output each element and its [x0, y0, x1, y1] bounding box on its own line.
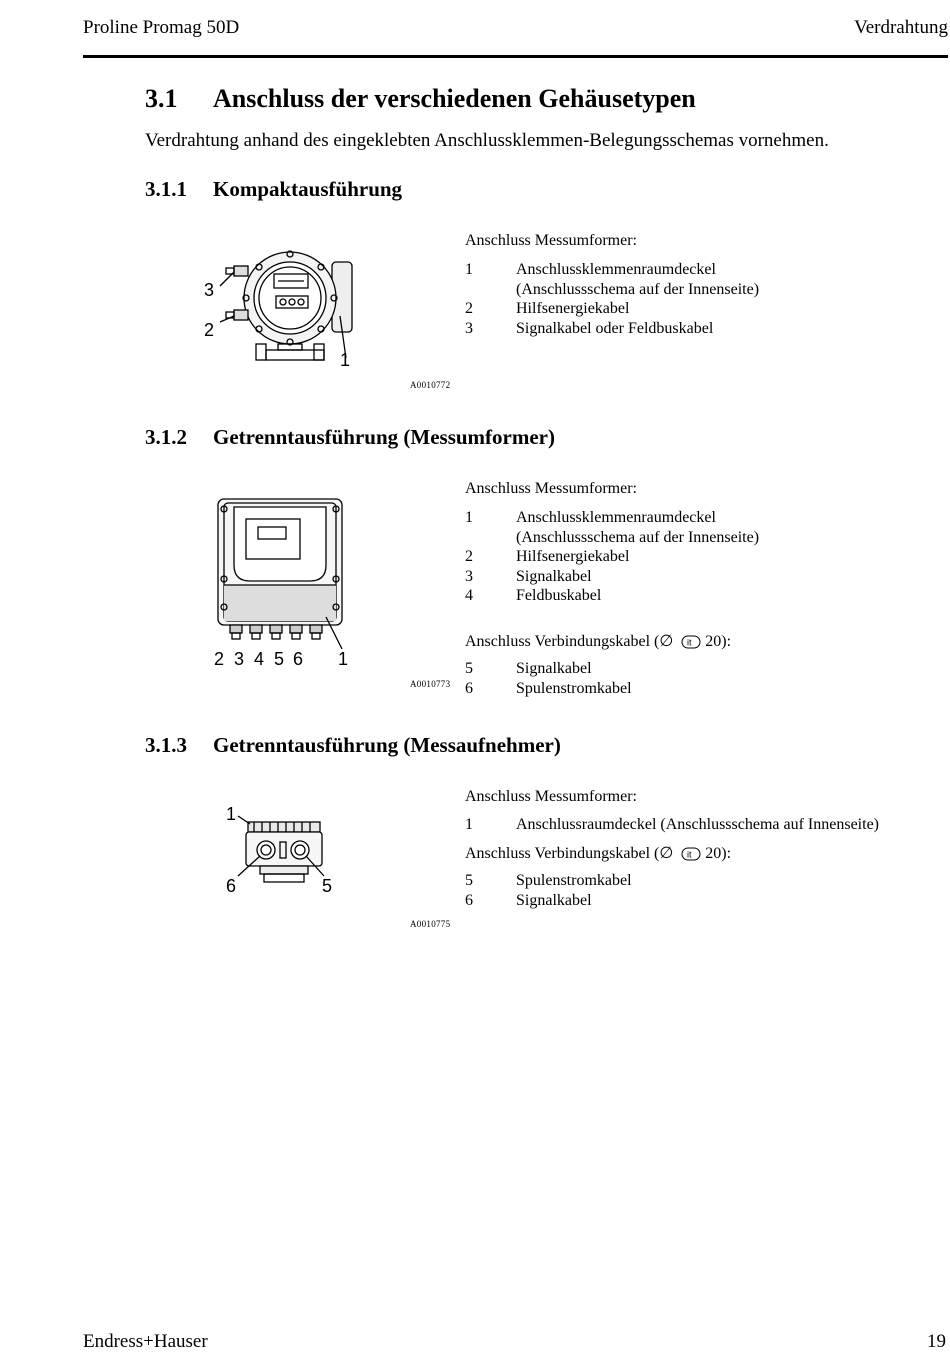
subsection-title: Kompaktausführung	[213, 177, 403, 201]
section-heading	[145, 84, 696, 114]
compact-housing-figure	[190, 240, 390, 380]
callout-3: 3	[204, 280, 215, 300]
section-title: Anschluss der verschiedenen Gehäusetypen	[213, 84, 696, 113]
legend-text: Signalkabel	[516, 660, 592, 677]
callout-1: 1	[226, 804, 237, 824]
subsection-number: 3.1.1	[145, 177, 187, 201]
legend-list	[465, 508, 905, 608]
subsection-title: Getrenntausführung (Messumformer)	[213, 425, 555, 449]
page-reference-icon	[681, 847, 701, 861]
page-number: 19	[927, 1331, 946, 1352]
callout-1: 1	[340, 350, 351, 370]
running-header-title: Proline Promag 50D	[83, 17, 240, 38]
legend-text: Signalkabel	[516, 891, 592, 909]
legend-text: Hilfsenergiekabel	[516, 300, 630, 317]
sensor-housing-figure	[220, 800, 350, 900]
section-number: 3.1	[145, 84, 178, 113]
legend-text: Hilfsenergiekabel	[516, 548, 630, 565]
legend-number: 4	[465, 587, 473, 604]
callout-2: 2	[204, 320, 215, 340]
callout-4: 4	[254, 649, 265, 669]
legend-text: (Anschlussschema auf der Innenseite)	[516, 528, 760, 546]
diameter-symbol: ∅	[659, 633, 674, 650]
subsection-title: Getrenntausführung (Messaufnehmer)	[213, 733, 561, 757]
callout-3: 3	[234, 649, 245, 669]
subsection-heading-remote-sensor	[145, 733, 561, 758]
callout-2: 2	[214, 649, 225, 669]
legend-number: 1	[465, 509, 473, 526]
footer-brand: Endress+Hauser	[83, 1331, 208, 1352]
running-header-chapter: Verdrahtung	[854, 17, 948, 38]
legend-number: 5	[465, 872, 473, 889]
callout-6: 6	[293, 649, 304, 669]
subsection-number: 3.1.2	[145, 425, 187, 449]
legend-caption-cable	[465, 631, 731, 651]
intro-text: Verdrahtung anhand des eingeklebten Anschlussklemmen-Belegungsschemas vornehmen.	[145, 130, 829, 151]
legend-number: 2	[465, 548, 473, 565]
subsection-heading-compact	[145, 177, 402, 202]
legend-text: Signalkabel	[516, 567, 592, 585]
legend-text: Feldbuskabel	[516, 587, 602, 604]
caption-text: 20):	[705, 633, 732, 650]
callout-5: 5	[274, 649, 285, 669]
figure-code: A0010772	[410, 380, 451, 390]
caption-text: Anschluss Verbindungskabel (	[465, 845, 660, 862]
callout-1: 1	[338, 649, 349, 669]
callout-5: 5	[322, 876, 333, 896]
legend-number: 1	[465, 261, 473, 278]
legend-text: Anschlussraumdeckel (Anschlussschema auf Innenseite)	[516, 816, 879, 833]
figure-code: A0010773	[410, 679, 451, 689]
legend-text: Spulenstromkabel	[516, 872, 632, 889]
legend-list-cable	[465, 659, 905, 699]
figure-code: A0010775	[410, 919, 451, 929]
caption-text: Anschluss Verbindungskabel (	[465, 633, 660, 650]
legend-number: 3	[465, 567, 473, 585]
caption-text: 20):	[705, 845, 732, 862]
legend-number: 1	[465, 816, 473, 833]
legend-number: 5	[465, 660, 473, 677]
legend-list	[465, 260, 905, 340]
legend-text: Anschlussklemmenraumdeckel	[516, 509, 716, 526]
legend-number: 6	[465, 891, 473, 909]
legend-caption: Anschluss Messumformer:	[465, 788, 637, 805]
callout-6: 6	[226, 876, 237, 896]
header-rule	[83, 55, 948, 58]
page-reference-icon	[681, 635, 701, 649]
legend-text: Signalkabel oder Feldbuskabel	[516, 319, 714, 337]
legend-number: 6	[465, 679, 473, 697]
legend-text: (Anschlussschema auf der Innenseite)	[516, 280, 760, 298]
svg-text:it: it	[687, 637, 692, 648]
diameter-symbol: ∅	[659, 845, 674, 862]
legend-text: Spulenstromkabel	[516, 679, 632, 697]
legend-list	[465, 815, 905, 835]
subsection-number: 3.1.3	[145, 733, 187, 757]
legend-number: 2	[465, 300, 473, 317]
legend-list-cable	[465, 871, 905, 911]
legend-text: Anschlussklemmenraumdeckel	[516, 261, 716, 278]
subsection-heading-remote-transmitter	[145, 425, 555, 450]
wall-housing-figure	[210, 495, 370, 675]
legend-number: 3	[465, 319, 473, 337]
legend-caption: Anschluss Messumformer:	[465, 232, 637, 249]
legend-caption-cable	[465, 843, 731, 863]
legend-caption: Anschluss Messumformer:	[465, 480, 637, 497]
svg-text:it: it	[687, 849, 692, 860]
